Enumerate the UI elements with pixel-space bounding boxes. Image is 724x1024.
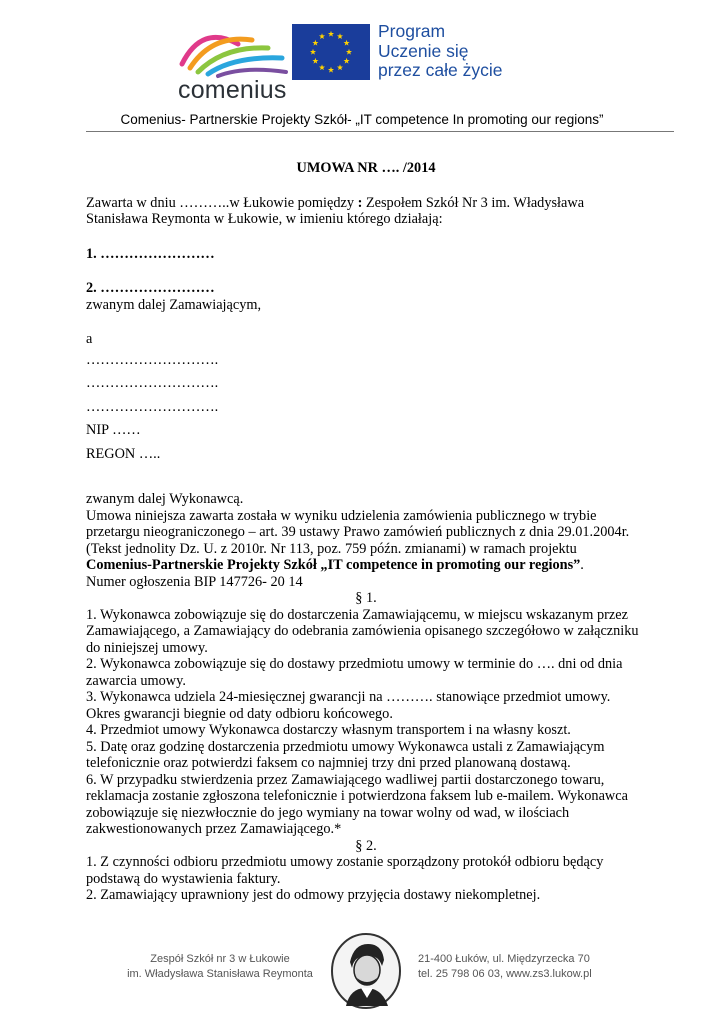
contractor-line: ………………………. — [86, 375, 219, 391]
bip-number: Numer ogłoszenia BIP 147726- 20 14 — [86, 573, 303, 590]
school-name-line: im. Władysława Stanisława Reymonta — [127, 968, 313, 980]
school-name — [120, 952, 320, 982]
ordering-party-label: zwanym dalej Zamawiającym, — [86, 296, 262, 313]
clause: 1. Wykonawca zobowiązuje się do dostarczenia Zamawiającemu, w miejscu wskazanym przez Zamawiającego, a Zamawiający do odebrania zamówienia opisanego szczegółowo w załączniku do niniejszej umowy. — [86, 606, 639, 656]
nip-field: NIP …… — [86, 422, 141, 438]
eu-star-icon — [328, 31, 334, 37]
intro-colon: : — [357, 194, 363, 211]
school-phone-web: tel. 25 798 06 03, www.zs3.lukow.pl — [418, 968, 592, 980]
eu-star-icon — [328, 67, 334, 73]
clause: 4. Przedmiot umowy Wykonawca dostarczy własnym transportem i na własny koszt. — [86, 722, 571, 738]
eu-star-icon — [312, 40, 318, 46]
project-name: Comenius-Partnerskie Projekty Szkół „IT competence in promoting our regions” — [86, 557, 581, 573]
contract-body — [86, 160, 646, 904]
clause: 6. W przypadku stwierdzenia przez Zamawiającego wadliwej partii dostarczonego towaru, reklamacja zostanie zgłoszona telefonicznie i potwierdzona faksem lub e-mailem. Wykonawca zobowiązuje się niezwłocznie do jego wymiany na towar wolny od wad, w ilościach zakwestionowanych przez Zamawiającego.* — [86, 771, 628, 837]
contractor-line: ………………………. — [86, 398, 219, 415]
school-footer — [0, 930, 724, 1020]
eu-star-icon — [346, 49, 352, 55]
eu-star-icon — [319, 64, 325, 70]
section-1-heading: § 1. — [355, 590, 377, 606]
letterhead — [0, 0, 724, 110]
intro-text-cont: Zespołem Szkół Nr 3 im. Władysława Stanisława Reymonta w Łukowie, w imieniu którego działają: — [86, 194, 585, 227]
eu-flag-icon — [292, 24, 370, 80]
school-address: 21-400 Łuków, ul. Międzyrzecka 70 — [418, 953, 590, 965]
program-title — [378, 22, 503, 81]
project-header: Comenius- Partnerskie Projekty Szkół- „IT competence In promoting our regions” — [120, 112, 604, 127]
section-2-heading: § 2. — [355, 837, 377, 854]
contract-title: UMOWA NR …. /2014 — [296, 160, 436, 176]
program-line: Uczenie się — [378, 40, 469, 61]
eu-star-icon — [344, 40, 350, 46]
school-name-line: Zespół Szkół nr 3 w Łukowie — [150, 953, 290, 965]
eu-star-icon — [344, 58, 350, 64]
clause: 2. Zamawiający uprawniony jest do odmowy przyjęcia dostawy niekompletnej. — [86, 887, 541, 903]
clause: 1. Z czynności odbioru przedmiotu umowy zostanie sporządzony protokół odbioru będący podstawą do wystawienia faktury. — [86, 854, 604, 887]
eu-star-icon — [312, 58, 318, 64]
school-contact — [418, 952, 592, 982]
eu-star-icon — [310, 49, 316, 55]
legal-basis — [86, 508, 646, 574]
clause: 2. Wykonawca zobowiązuje się do dostawy przedmiotu umowy w terminie do …. dni od dnia zawarcia umowy. — [86, 656, 623, 689]
header-divider — [86, 131, 674, 132]
portrait-icon — [330, 932, 402, 1010]
clause: 3. Wykonawca udziela 24-miesięcznej gwarancji na ………. stanowiące przedmiot umowy. Okres gwarancji biegnie od daty odbioru końcowego. — [86, 689, 611, 722]
representative-1: 1. …………………… — [86, 245, 215, 262]
program-line: przez całe życie — [378, 60, 503, 80]
contractor-line: ………………………. — [86, 351, 219, 368]
intro-paragraph — [86, 195, 646, 228]
representative-2: 2. …………………… — [86, 280, 215, 296]
legal-basis-text: Umowa niniejsza zawarta została w wyniku udzielenia zamówienia publicznego w trybie przetargu nieograniczonego – art. 39 ustawy Prawo zamówień publicznych z dnia 29.01.2004r. (Tekst jednolity Dz. U. z 2010r. Nr 113, poz. 759 późn. zmianami) w ramach projektu — [86, 507, 630, 557]
contractor-label: zwanym dalej Wykonawcą. — [86, 491, 244, 507]
eu-star-icon — [337, 64, 343, 70]
comenius-wordmark: comenius — [178, 76, 287, 104]
clause: 5. Datę oraz godzinę dostarczenia przedmiotu umowy Wykonawca ustali z Zamawiającym telefonicznie oraz potwierdzi faksem co najmniej trzy dni przed planowaną dostawą. — [86, 738, 605, 771]
eu-star-icon — [337, 33, 343, 39]
intro-text: Zawarta w dniu ………..w Łukowie pomiędzy — [86, 194, 358, 211]
legal-basis-end: . — [580, 557, 584, 573]
eu-star-icon — [319, 33, 325, 39]
and-label: a — [86, 331, 93, 347]
regon-field: REGON ….. — [86, 445, 161, 462]
program-line: Program — [378, 21, 446, 41]
